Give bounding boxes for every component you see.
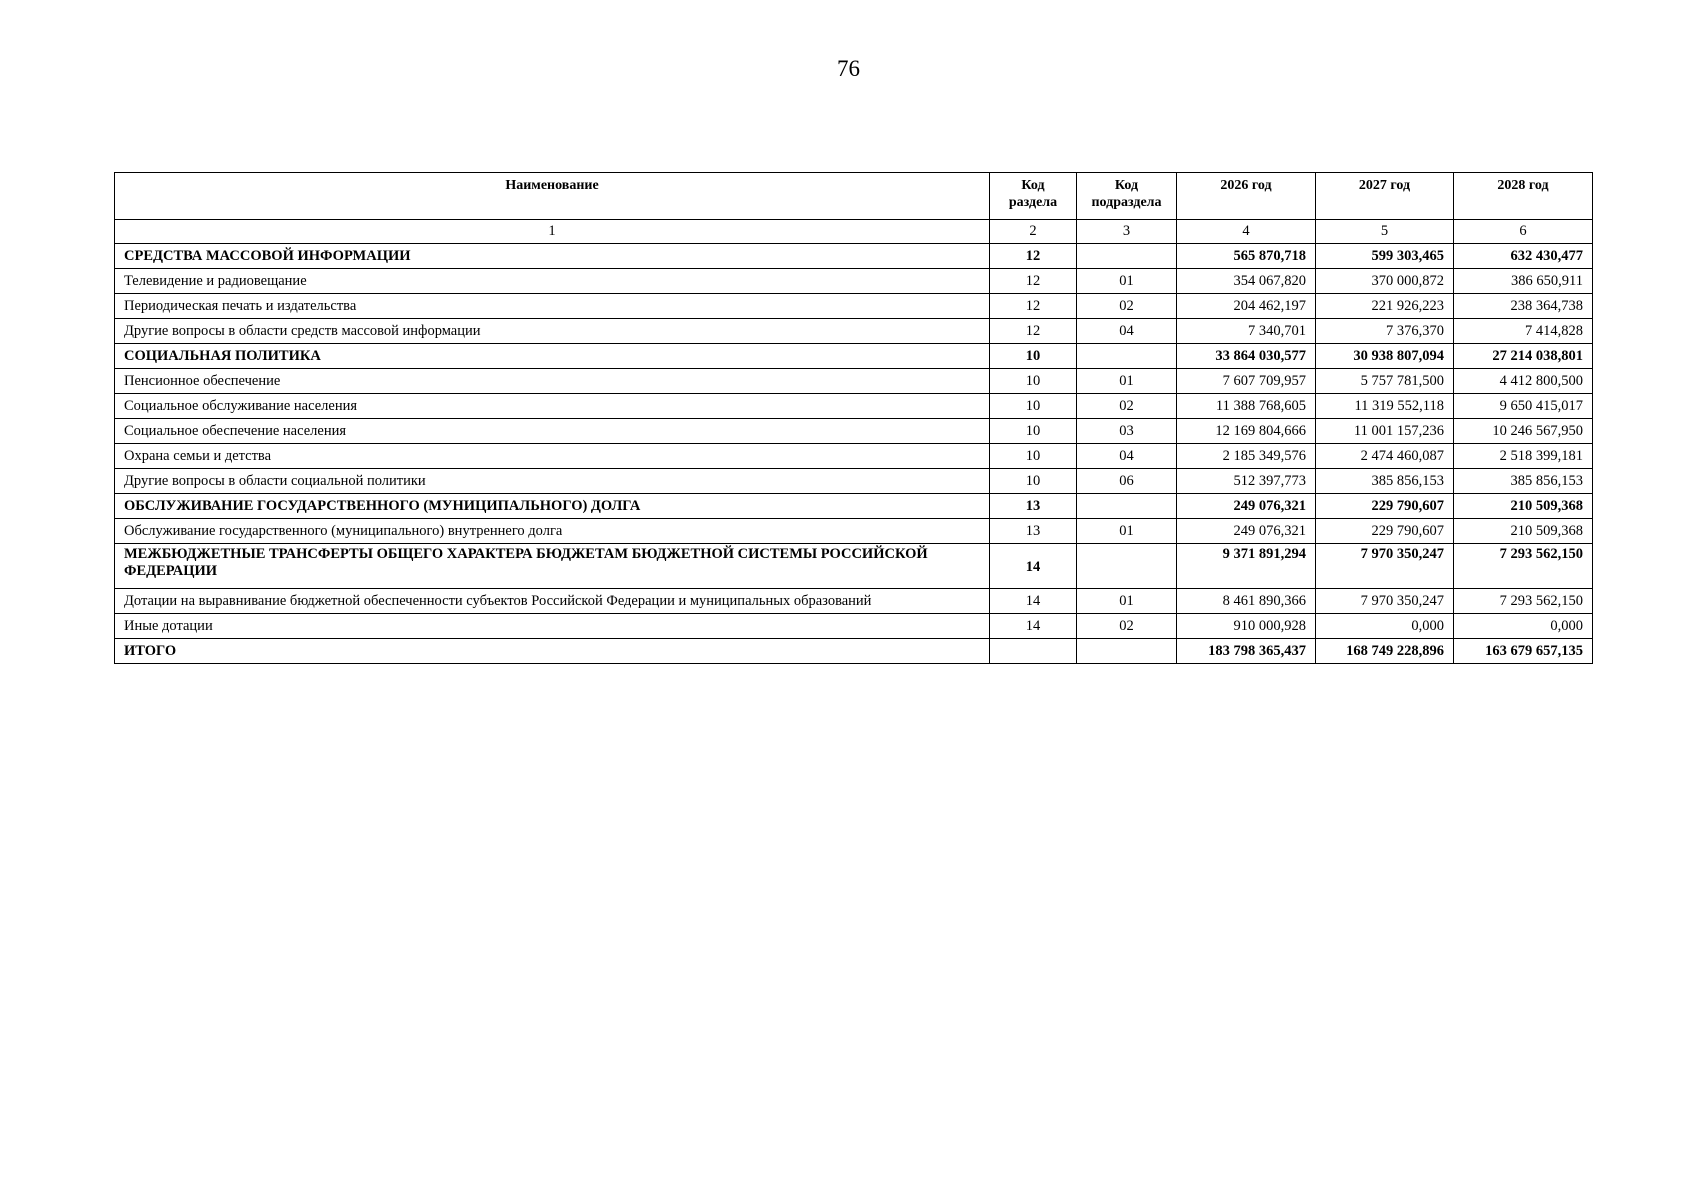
row-value-2028: 7 293 562,150 [1454, 544, 1593, 589]
table-row [115, 519, 1593, 544]
row-value-2028: 0,000 [1454, 614, 1593, 639]
row-value-2027: 7 376,370 [1316, 319, 1454, 344]
table-row [115, 469, 1593, 494]
column-number: 2 [990, 220, 1077, 244]
row-name: Другие вопросы в области средств массовой информации [115, 319, 990, 344]
table-row [115, 589, 1593, 614]
row-name: Обслуживание государственного (муниципального) внутреннего долга [115, 519, 990, 544]
row-section-code: 12 [990, 269, 1077, 294]
row-value-2026: 2 185 349,576 [1177, 444, 1316, 469]
column-number: 6 [1454, 220, 1593, 244]
row-value-2026: 7 340,701 [1177, 319, 1316, 344]
row-name: Пенсионное обеспечение [115, 369, 990, 394]
row-subsection-code: 01 [1077, 519, 1177, 544]
row-value-2028: 238 364,738 [1454, 294, 1593, 319]
row-section-code: 10 [990, 394, 1077, 419]
row-value-2028: 632 430,477 [1454, 244, 1593, 269]
row-value-2028: 210 509,368 [1454, 519, 1593, 544]
table-row [115, 544, 1593, 589]
column-number-row [115, 220, 1593, 244]
row-value-2028: 9 650 415,017 [1454, 394, 1593, 419]
row-value-2027: 385 856,153 [1316, 469, 1454, 494]
row-value-2027: 0,000 [1316, 614, 1454, 639]
row-value-2027: 229 790,607 [1316, 494, 1454, 519]
row-subsection-code: 04 [1077, 444, 1177, 469]
row-value-2027: 11 001 157,236 [1316, 419, 1454, 444]
table-row [115, 244, 1593, 269]
row-value-2026: 204 462,197 [1177, 294, 1316, 319]
row-value-2027: 7 970 350,247 [1316, 544, 1454, 589]
row-section-code: 13 [990, 519, 1077, 544]
row-subsection-code: 02 [1077, 394, 1177, 419]
row-section-code: 10 [990, 444, 1077, 469]
row-value-2027: 5 757 781,500 [1316, 369, 1454, 394]
row-value-2026: 33 864 030,577 [1177, 344, 1316, 369]
header-name: Наименование [115, 173, 990, 220]
table-row [115, 494, 1593, 519]
table-row [115, 369, 1593, 394]
row-value-2028: 10 246 567,950 [1454, 419, 1593, 444]
row-value-2027: 221 926,223 [1316, 294, 1454, 319]
row-subsection-code: 01 [1077, 589, 1177, 614]
row-value-2027: 599 303,465 [1316, 244, 1454, 269]
column-number: 3 [1077, 220, 1177, 244]
row-section-code: 14 [990, 544, 1077, 589]
row-subsection-code [1077, 639, 1177, 664]
header-2027: 2027 год [1316, 173, 1454, 220]
header-subsection-code: Код подраздела [1077, 173, 1177, 220]
row-value-2026: 249 076,321 [1177, 494, 1316, 519]
row-value-2027: 370 000,872 [1316, 269, 1454, 294]
header-2026: 2026 год [1177, 173, 1316, 220]
row-value-2027: 2 474 460,087 [1316, 444, 1454, 469]
row-name: СОЦИАЛЬНАЯ ПОЛИТИКА [115, 344, 990, 369]
row-name: Социальное обслуживание населения [115, 394, 990, 419]
row-value-2027: 7 970 350,247 [1316, 589, 1454, 614]
row-value-2026: 9 371 891,294 [1177, 544, 1316, 589]
row-subsection-code: 02 [1077, 294, 1177, 319]
row-name: МЕЖБЮДЖЕТНЫЕ ТРАНСФЕРТЫ ОБЩЕГО ХАРАКТЕРА БЮДЖЕТАМ БЮДЖЕТНОЙ СИСТЕМЫ РОССИЙСКОЙ ФЕДЕРАЦИИ [115, 544, 990, 589]
table-row [115, 394, 1593, 419]
row-subsection-code [1077, 344, 1177, 369]
row-value-2028: 27 214 038,801 [1454, 344, 1593, 369]
table-row [115, 294, 1593, 319]
table-row [115, 614, 1593, 639]
row-value-2028: 210 509,368 [1454, 494, 1593, 519]
row-name: Периодическая печать и издательства [115, 294, 990, 319]
row-value-2027: 30 938 807,094 [1316, 344, 1454, 369]
table-header-row [115, 173, 1593, 220]
row-subsection-code: 04 [1077, 319, 1177, 344]
budget-table [114, 172, 1593, 664]
row-value-2026: 11 388 768,605 [1177, 394, 1316, 419]
row-name: ИТОГО [115, 639, 990, 664]
row-value-2026: 7 607 709,957 [1177, 369, 1316, 394]
row-value-2028: 385 856,153 [1454, 469, 1593, 494]
row-name: Социальное обеспечение населения [115, 419, 990, 444]
table-body [115, 244, 1593, 664]
row-subsection-code [1077, 244, 1177, 269]
table-row [115, 419, 1593, 444]
row-name: СРЕДСТВА МАССОВОЙ ИНФОРМАЦИИ [115, 244, 990, 269]
row-name: Дотации на выравнивание бюджетной обеспеченности субъектов Российской Федерации и муниципальных образований [115, 589, 990, 614]
row-section-code: 13 [990, 494, 1077, 519]
column-number: 5 [1316, 220, 1454, 244]
row-value-2026: 354 067,820 [1177, 269, 1316, 294]
row-value-2027: 229 790,607 [1316, 519, 1454, 544]
row-section-code: 12 [990, 294, 1077, 319]
row-value-2027: 11 319 552,118 [1316, 394, 1454, 419]
row-section-code: 12 [990, 244, 1077, 269]
table-row [115, 319, 1593, 344]
row-value-2028: 4 412 800,500 [1454, 369, 1593, 394]
table-row [115, 639, 1593, 664]
row-value-2026: 565 870,718 [1177, 244, 1316, 269]
row-section-code: 14 [990, 614, 1077, 639]
row-section-code [990, 639, 1077, 664]
column-number: 4 [1177, 220, 1316, 244]
row-value-2028: 163 679 657,135 [1454, 639, 1593, 664]
row-value-2028: 7 414,828 [1454, 319, 1593, 344]
row-subsection-code: 02 [1077, 614, 1177, 639]
page-number: 76 [837, 56, 860, 81]
row-value-2028: 386 650,911 [1454, 269, 1593, 294]
row-value-2028: 2 518 399,181 [1454, 444, 1593, 469]
header-2028: 2028 год [1454, 173, 1593, 220]
row-value-2026: 910 000,928 [1177, 614, 1316, 639]
row-value-2026: 512 397,773 [1177, 469, 1316, 494]
row-value-2027: 168 749 228,896 [1316, 639, 1454, 664]
row-subsection-code: 03 [1077, 419, 1177, 444]
row-name: Телевидение и радиовещание [115, 269, 990, 294]
row-section-code: 10 [990, 419, 1077, 444]
row-value-2028: 7 293 562,150 [1454, 589, 1593, 614]
row-subsection-code: 01 [1077, 369, 1177, 394]
row-name: Другие вопросы в области социальной политики [115, 469, 990, 494]
row-value-2026: 183 798 365,437 [1177, 639, 1316, 664]
table-row [115, 344, 1593, 369]
table-row [115, 444, 1593, 469]
row-section-code: 10 [990, 344, 1077, 369]
row-value-2026: 8 461 890,366 [1177, 589, 1316, 614]
row-section-code: 12 [990, 319, 1077, 344]
row-subsection-code: 01 [1077, 269, 1177, 294]
row-name: ОБСЛУЖИВАНИЕ ГОСУДАРСТВЕННОГО (МУНИЦИПАЛЬНОГО) ДОЛГА [115, 494, 990, 519]
row-name: Иные дотации [115, 614, 990, 639]
column-number: 1 [115, 220, 990, 244]
row-subsection-code: 06 [1077, 469, 1177, 494]
row-section-code: 10 [990, 469, 1077, 494]
row-value-2026: 249 076,321 [1177, 519, 1316, 544]
row-name: Охрана семьи и детства [115, 444, 990, 469]
row-subsection-code [1077, 544, 1177, 589]
row-subsection-code [1077, 494, 1177, 519]
table-row [115, 269, 1593, 294]
header-section-code: Код раздела [990, 173, 1077, 220]
row-value-2026: 12 169 804,666 [1177, 419, 1316, 444]
row-section-code: 10 [990, 369, 1077, 394]
row-section-code: 14 [990, 589, 1077, 614]
